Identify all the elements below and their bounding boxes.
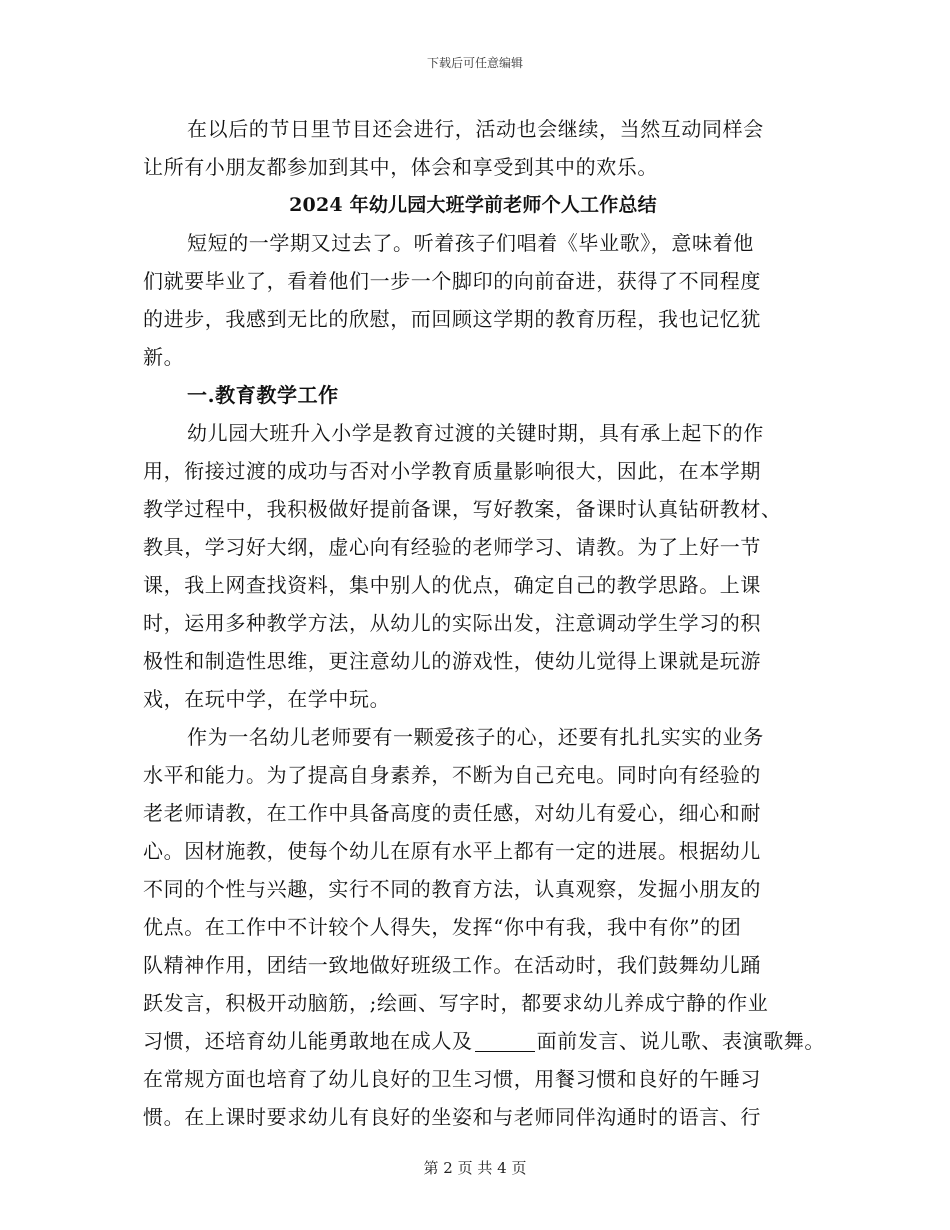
text-after-blank: 面前发言、说儿歌、表演歌舞。	[536, 1029, 826, 1053]
page-footer: 第 2 页 共 4 页	[423, 1159, 527, 1177]
paragraph-line: 在常规方面也培育了幼儿良好的卫生习惯，用餐习惯和良好的午睡习	[143, 1067, 761, 1091]
paragraph-line: 用，衔接过渡的成功与否对小学教育质量影响很大，因此，在本学期	[143, 459, 761, 483]
paragraph-line: 的进步，我感到无比的欣慰，而回顾这学期的教育历程，我也记忆犹	[143, 307, 761, 331]
paragraph-line: 时，运用多种教学方法，从幼儿的实际出发，注意调动学生学习的积	[143, 611, 761, 635]
paragraph-line: 优点。在工作中不计较个人得失，发挥“你中有我，我中有你”的团	[143, 915, 742, 939]
paragraph-line: 不同的个性与兴趣，实行不同的教育方法，认真观察，发掘小朋友的	[143, 877, 761, 901]
paragraph-line: 极性和制造性思维，更注意幼儿的游戏性，使幼儿觉得上课就是玩游	[143, 649, 761, 673]
fill-in-blank	[475, 1031, 535, 1052]
paragraph-line: 短短的一学期又过去了。听着孩子们唱着《毕业歌》，意味着他	[187, 231, 754, 255]
paragraph-line-with-blank	[143, 1022, 826, 1060]
text-before-blank: 习惯，还培育幼儿能勇敢地在成人及	[143, 1029, 473, 1053]
paragraph-line: 作为一名幼儿老师要有一颗爱孩子的心，还要有扎扎实实的业务	[187, 725, 764, 749]
paragraph-line: 心。因材施教，使每个幼儿在原有水平上都有一定的进展。根据幼儿	[143, 839, 761, 863]
paragraph-line: 幼儿园大班升入小学是教育过渡的关键时期，具有承上起下的作	[187, 421, 764, 445]
paragraph-line: 课，我上网查找资料，集中别人的优点，确定自己的教学思路。上课	[143, 573, 761, 597]
paragraph-line: 新。	[143, 345, 185, 369]
paragraph-line: 在以后的节日里节目还会进行，活动也会继续，当然互动同样会	[187, 117, 764, 141]
document-body	[143, 110, 826, 1136]
paragraph-line: 戏，在玩中学，在学中玩。	[143, 687, 391, 711]
paragraph-line: 们就要毕业了，看着他们一步一个脚印的向前奋进，获得了不同程度	[143, 269, 761, 293]
paragraph-line: 教学过程中，我积极做好提前备课，写好教案，备课时认真钻研教材、	[143, 497, 782, 521]
paragraph-line: 老老师请教，在工作中具备高度的责任感，对幼儿有爱心，细心和耐	[143, 801, 761, 825]
paragraph-line: 教具，学习好大纲，虚心向有经验的老师学习、请教。为了上好一节	[143, 535, 761, 559]
page-header: 下载后可任意编辑	[426, 56, 523, 70]
paragraph-line: 队精神作用，团结一致地做好班级工作。在活动时，我们鼓舞幼儿踊	[143, 953, 761, 977]
section-heading: 一.教育教学工作	[187, 383, 339, 407]
paragraph-line: 让所有小朋友都参加到其中，体会和享受到其中的欢乐。	[143, 155, 658, 179]
document-title: 2024 年幼儿园大班学前老师个人工作总结	[289, 194, 657, 216]
paragraph-line: 水平和能力。为了提高自身素养，不断为自己充电。同时向有经验的	[143, 763, 761, 787]
paragraph-line: 跃发言，积极开动脑筋，;绘画、写字时，都要求幼儿养成宁静的作业	[143, 991, 769, 1015]
paragraph-line: 惯。在上课时要求幼儿有良好的坐姿和与老师同伴沟通时的语言、行	[143, 1105, 761, 1129]
